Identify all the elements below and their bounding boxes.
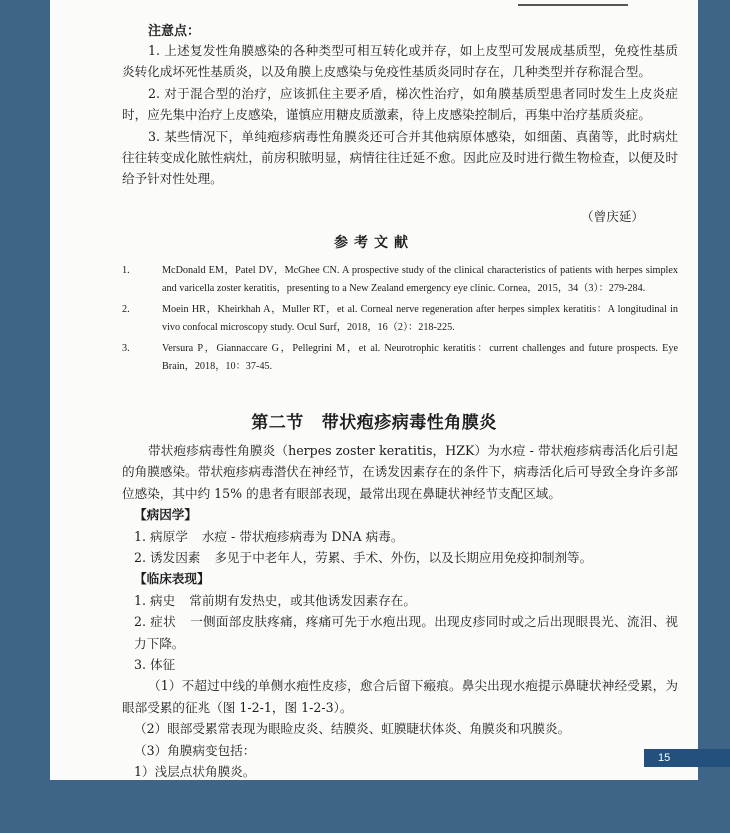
section-title [50, 408, 698, 433]
reference-item [122, 340, 678, 375]
note-item-1: 1. 上述复发性角膜感染的各种类型可相互转化或并存，如上皮型可发展成基质型，免疫性基质炎转化成坏死性基质炎，以及角膜上皮感染与免疫性基质炎同时存在，几种类型并存称混合型。 [122, 43, 678, 80]
section-body [122, 440, 678, 783]
reference-number: 3. [122, 343, 130, 355]
notes-list [122, 40, 678, 190]
section-title-text: 带状疱疹病毒性角膜炎 [321, 413, 497, 433]
signs-paragraph-1: （1）不超过中线的单侧水疱性皮疹，愈合后留下瘢痕。鼻尖出现水疱提示鼻睫状神经受累，为眼部受累的征兆（图 1-2-1，图 1-2-3）。 [122, 678, 678, 715]
etiology-label: 1. 病原学 [134, 528, 188, 544]
etiology-item [122, 547, 678, 568]
references-list [122, 262, 678, 380]
reference-text: McDonald EM，Patel DV，McGhee CN. A prospective study of the clinical characteristics of patients with herpes simplex and varicella zoster keratitis，presenting to a New Zealand emergency eye clinic. Cornea，2015，34（3）：279-284. [162, 265, 678, 294]
signs-paragraph-4: 1）浅层点状角膜炎。 [134, 764, 256, 780]
etiology-text: 多见于中老年人，劳累、手术、外伤，以及长期应用免疫抑制剂等。 [214, 550, 593, 566]
page-number: 15 [644, 749, 730, 767]
clinical-item [122, 611, 678, 654]
references-title: 参考文献 [334, 235, 414, 251]
clinical-item [122, 590, 678, 611]
reference-text: Versura P，Giannaccare G，Pellegrini M，et al. Neurotrophic keratitis：current challenges and future prospects. Eye Brain，2018，10：37-45. [162, 343, 678, 372]
notes-heading: 注意点： [148, 24, 201, 39]
clinical-text: 常前期有发热史，或其他诱发因素存在。 [189, 592, 416, 608]
clinical-label: 2. 症状 [134, 614, 176, 630]
signs-paragraph-2: （2）眼部受累常表现为眼睑皮炎、结膜炎、虹膜睫状体炎、角膜炎和巩膜炎。 [134, 721, 571, 737]
signs-paragraph-3: （3）角膜病变包括： [134, 742, 256, 758]
section-intro: 带状疱疹病毒性角膜炎（herpes zoster keratitis，HZK）为水痘 - 带状疱疹病毒活化后引起的角膜感染。带状疱疹病毒潜伏在神经节，在诱发因素存在的条件下，病毒活化后可导致全身许多部位感染，其中约 15% 的患者有眼部表现，最常出现在鼻睫状神经节支配区域。 [122, 443, 678, 501]
reference-number: 1. [122, 265, 130, 276]
reference-number: 2. [122, 304, 130, 316]
reference-item [122, 262, 678, 297]
author-credit: （曾庆延） [581, 209, 644, 224]
clinical-text: 一侧面部皮肤疼痛，疼痛可先于水疱出现。出现皮疹同时或之后出现眼畏光、流泪、视力下降。 [134, 614, 679, 651]
etiology-heading: 【病因学】 [134, 507, 197, 523]
running-header-fragment [518, 0, 628, 6]
reference-item [122, 301, 678, 336]
note-item-2: 2. 对于混合型的治疗，应该抓住主要矛盾，梯次性治疗，如角膜基质型患者同时发生上皮炎症时，应先集中治疗上皮感染，谨慎应用糖皮质激素，待上皮感染控制后，再集中治疗基质炎症。 [122, 85, 678, 123]
reference-text: Moein HR，Kheirkhah A，Muller RT，et al. Corneal nerve regeneration after herpes simplex keratitis：A longitudinal in vivo confocal microscopy study. Ocul Surf，2018，16（2）：218-225. [162, 304, 678, 333]
etiology-text: 水痘 - 带状疱疹病毒为 DNA 病毒。 [201, 528, 404, 544]
document-page [50, 0, 698, 780]
clinical-heading: 【临床表现】 [134, 571, 210, 587]
note-item-3: 3. 某些情况下，单纯疱疹病毒性角膜炎还可合并其他病原体感染，如细菌、真菌等，此时病灶往往转变成化脓性病灶，前房积脓明显，病情往往迁延不愈。因此应及时进行微生物检查，以便及时给予针对性处理。 [122, 128, 678, 187]
clinical-label: 1. 病史 [134, 592, 176, 608]
section-number: 第二节 [251, 413, 304, 433]
signs-heading: 3. 体征 [134, 657, 176, 673]
etiology-label: 2. 诱发因素 [134, 550, 201, 566]
etiology-item [122, 526, 678, 547]
